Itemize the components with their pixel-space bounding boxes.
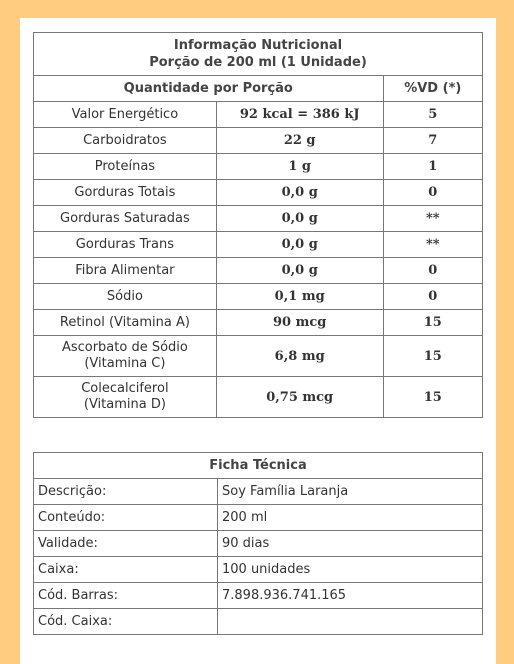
header-vd: %VD (*): [383, 76, 482, 102]
ficha-label: Caixa:: [34, 557, 218, 583]
header-quantity: Quantidade por Porção: [34, 76, 384, 102]
ficha-label: Validade:: [34, 531, 218, 557]
nutrition-title-line2: Porção de 200 ml (1 Unidade): [149, 55, 367, 70]
nutrient-label-line1: Colecalciferol: [81, 381, 169, 396]
ficha-value: 7.898.936.741.165: [218, 583, 483, 609]
nutrient-value: 0,0 g: [216, 180, 383, 206]
nutrient-label: Proteínas: [34, 154, 217, 180]
ficha-row: [34, 557, 483, 583]
nutrient-label-line2: (Vitamina D): [83, 397, 166, 412]
ficha-label: Cód. Barras:: [34, 583, 218, 609]
nutrition-title-line1: Informação Nutricional: [173, 38, 343, 53]
nutrient-vd: 0: [383, 180, 482, 206]
nutrient-vd: 15: [383, 377, 482, 418]
nutrition-row: [34, 284, 483, 310]
nutrition-table: [33, 32, 483, 418]
nutrient-label: Fibra Alimentar: [34, 258, 217, 284]
nutrient-label: Gorduras Totais: [34, 180, 217, 206]
nutrient-value: 0,0 g: [216, 232, 383, 258]
ficha-value: Soy Família Laranja: [218, 479, 483, 505]
nutrient-value: 90 mcg: [216, 310, 383, 336]
nutrient-vd: **: [383, 206, 482, 232]
nutrient-value: 92 kcal = 386 kJ: [216, 102, 383, 128]
nutrition-row: [34, 102, 483, 128]
nutrient-label: [34, 377, 217, 418]
ficha-value: 100 unidades: [218, 557, 483, 583]
nutrient-label-line2: (Vitamina C): [84, 356, 166, 371]
nutrient-label: Retinol (Vitamina A): [34, 310, 217, 336]
nutrient-value: 0,0 g: [216, 258, 383, 284]
nutrition-title: [34, 33, 483, 76]
ficha-label: Descrição:: [34, 479, 218, 505]
nutrient-value: 1 g: [216, 154, 383, 180]
ficha-value: 90 dias: [218, 531, 483, 557]
ficha-title: Ficha Técnica: [34, 453, 483, 479]
nutrition-row: [34, 258, 483, 284]
nutrient-value: 0,75 mcg: [216, 377, 383, 418]
nutrient-label: Gorduras Trans: [34, 232, 217, 258]
ficha-value: 200 ml: [218, 505, 483, 531]
nutrient-label: [34, 336, 217, 377]
nutrition-row: [34, 128, 483, 154]
ficha-tecnica-table: [33, 452, 483, 635]
nutrient-vd: 15: [383, 310, 482, 336]
nutrition-row: [34, 154, 483, 180]
nutrition-row: [34, 232, 483, 258]
ficha-label: Conteúdo:: [34, 505, 218, 531]
nutrient-value: 6,8 mg: [216, 336, 383, 377]
nutrient-label: Valor Energético: [34, 102, 217, 128]
nutrient-vd: 0: [383, 258, 482, 284]
nutrient-vd: 0: [383, 284, 482, 310]
content-panel: [20, 18, 496, 664]
ficha-row: [34, 531, 483, 557]
nutrient-label-line1: Ascorbato de Sódio: [61, 340, 188, 355]
nutrient-label: Sódio: [34, 284, 217, 310]
nutrient-vd: **: [383, 232, 482, 258]
nutrient-vd: 5: [383, 102, 482, 128]
ficha-row: [34, 479, 483, 505]
nutrition-row: [34, 336, 483, 377]
nutrient-value: 22 g: [216, 128, 383, 154]
nutrient-label: Carboidratos: [34, 128, 217, 154]
ficha-row: [34, 583, 483, 609]
nutrient-vd: 1: [383, 154, 482, 180]
nutrient-value: 0,0 g: [216, 206, 383, 232]
nutrient-label: Gorduras Saturadas: [34, 206, 217, 232]
nutrition-row: [34, 180, 483, 206]
nutrient-value: 0,1 mg: [216, 284, 383, 310]
nutrition-row: [34, 206, 483, 232]
nutrient-vd: 7: [383, 128, 482, 154]
ficha-row: [34, 609, 483, 635]
nutrition-row: [34, 310, 483, 336]
ficha-value: [218, 609, 483, 635]
ficha-label: Cód. Caixa:: [34, 609, 218, 635]
ficha-row: [34, 505, 483, 531]
nutrition-row: [34, 377, 483, 418]
nutrient-vd: 15: [383, 336, 482, 377]
